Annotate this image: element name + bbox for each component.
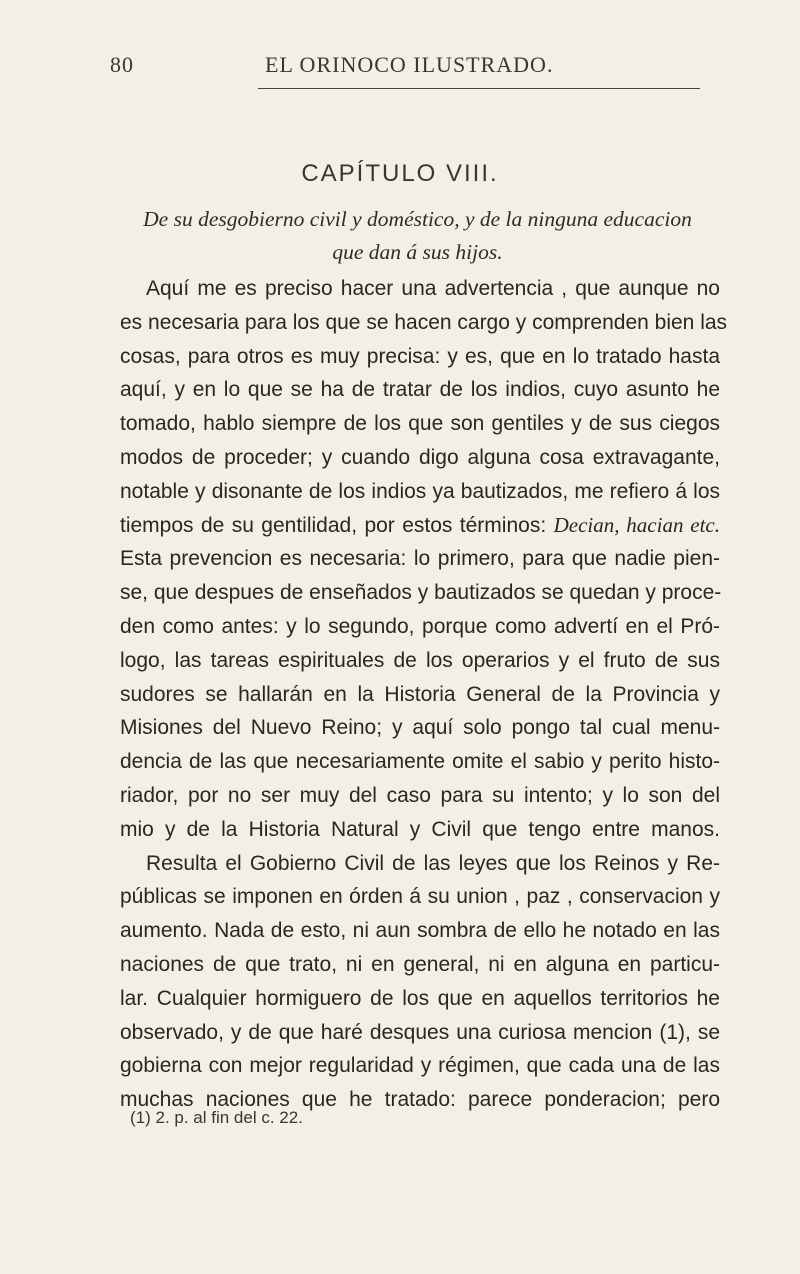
subtitle-line: De su desgobierno civil y doméstico, y de la ninguna educacion	[143, 207, 692, 231]
subtitle-line: que dan á sus hijos.	[332, 240, 503, 264]
text-line: Misiones del Nuevo Reino; y aquí solo pongo tal cual menu-	[120, 716, 720, 740]
text-line: lar. Cualquier hormiguero de los que en aquellos territorios he	[120, 986, 720, 1010]
text-line: observado, y de que haré desques una curiosa mencion (1), se	[120, 1020, 720, 1044]
page-number: 80	[110, 52, 134, 77]
text-line: Resulta el Gobierno Civil de las leyes que los Reinos y Re-	[146, 851, 720, 875]
italic-phrase: Decian, hacian etc.	[553, 512, 720, 537]
text-line: logo, las tareas espirituales de los operarios y el fruto de sus	[120, 648, 720, 672]
footnote: (1) 2. p. al fin del c. 22.	[130, 1108, 303, 1127]
text-line: tomado, hablo siempre de los que son gentiles y de sus ciegos	[120, 412, 720, 436]
text-line-with-italic	[120, 509, 720, 543]
text-line: públicas se imponen en órden á su union , paz , conservacion y	[120, 885, 720, 909]
text-line: muchas naciones que he tratado: parece ponderacion; pero	[120, 1088, 720, 1112]
text-line: es necesaria para los que se hacen cargo y comprenden bien las	[120, 310, 728, 334]
text-line: notable y disonante de los indios ya bautizados, me refiero á los	[120, 479, 720, 503]
text-segment: tiempos de su gentilidad, por estos términos:	[120, 513, 547, 537]
text-line: cosas, para otros es muy precisa: y es, que en lo tratado hasta	[120, 344, 720, 368]
text-line: sudores se hallarán en la Historia General de la Provincia y	[120, 682, 720, 706]
text-line: modos de proceder; y cuando digo alguna cosa extravagante,	[120, 445, 720, 469]
text-line: Esta prevencion es necesaria: lo primero, para que nadie pien-	[120, 547, 720, 571]
text-line: mio y de la Historia Natural y Civil que tengo entre manos.	[120, 817, 720, 841]
body-text	[120, 272, 728, 1117]
text-line: riador, por no ser muy del caso para su intento; y lo son del	[120, 783, 720, 807]
text-line: Aquí me es preciso hacer una advertencia , que aunque no	[146, 277, 720, 300]
text-line: gobierna con mejor regularidad y régimen, que cada una de las	[120, 1054, 720, 1078]
text-line: dencia de las que necesariamente omite el sabio y perito histo-	[120, 750, 720, 774]
header-rule	[258, 88, 700, 89]
text-line: aquí, y en lo que se ha de tratar de los indios, cuyo asunto he	[120, 378, 720, 402]
text-line: naciones de que trato, ni en general, ni en alguna en particu-	[120, 952, 720, 976]
chapter-heading: CAPÍTULO VIII.	[301, 160, 499, 187]
chapter-subtitle	[130, 203, 705, 269]
text-line: se, que despues de enseñados y bautizados se quedan y proce-	[120, 581, 722, 605]
text-line: den como antes: y lo segundo, porque como advertí en el Pró-	[120, 614, 720, 638]
running-title: EL ORINOCO ILUSTRADO.	[265, 52, 554, 77]
text-line: aumento. Nada de esto, ni aun sombra de ello he notado en las	[120, 919, 720, 943]
